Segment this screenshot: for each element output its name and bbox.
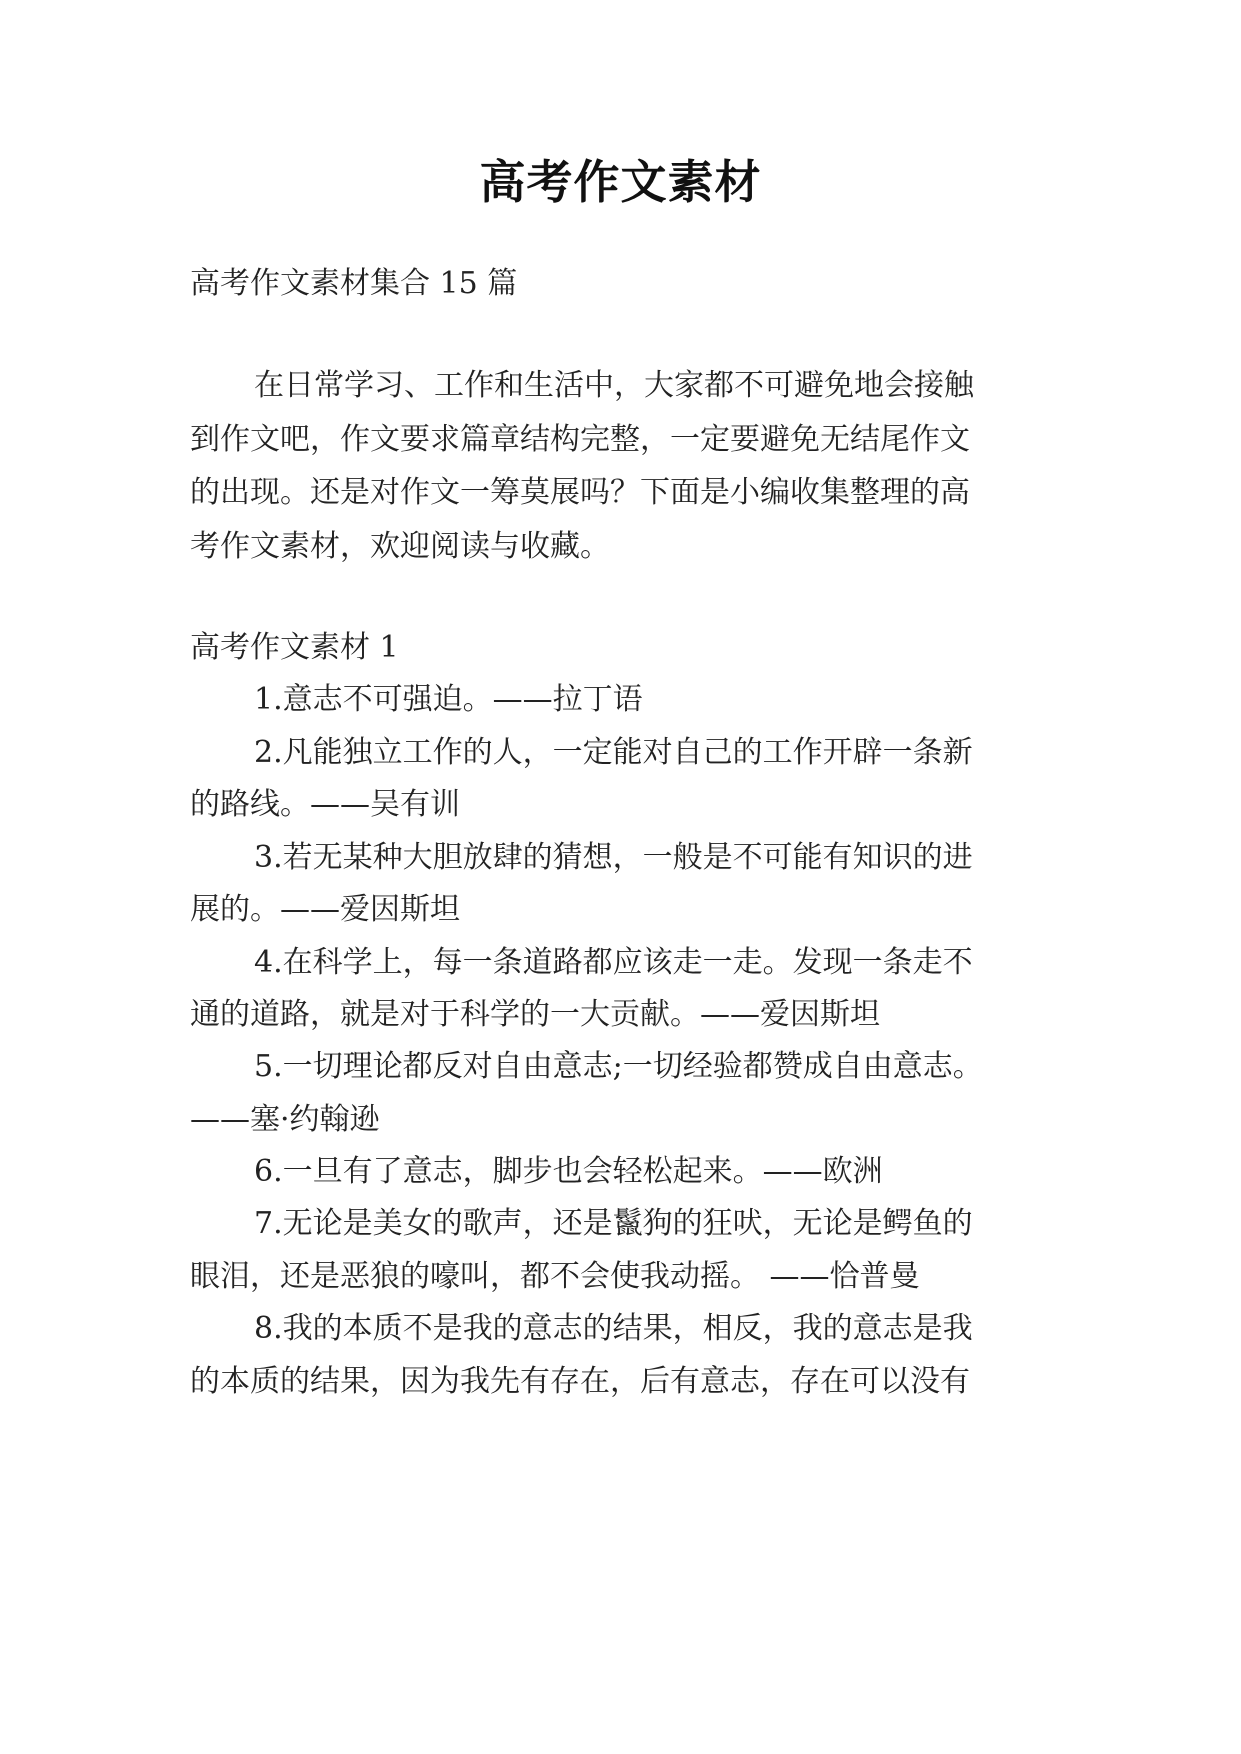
quote-item-line: 的本质的结果，因为我先有存在，后有意志，存在可以没有 (190, 1364, 970, 1399)
quote-item-line: 2.凡能独立工作的人，一定能对自己的工作开辟一条新 (254, 735, 973, 770)
intro-line: 在日常学习、工作和生活中，大家都不可避免地会接触 (254, 368, 974, 403)
intro-line: 考作文素材，欢迎阅读与收藏。 (190, 529, 610, 564)
quote-item-line: 3.若无某种大胆放肆的猜想，一般是不可能有知识的进 (254, 840, 973, 875)
quote-item-line: ——塞·约翰逊 (190, 1102, 380, 1137)
quote-item-line: 6.一旦有了意志，脚步也会轻松起来。——欧洲 (254, 1154, 883, 1189)
quote-item-line: 展的。——爱因斯坦 (190, 892, 460, 927)
quote-item-line: 4.在科学上，每一条道路都应该走一走。发现一条走不 (254, 945, 973, 980)
intro-line: 到作文吧，作文要求篇章结构完整，一定要避免无结尾作文 (190, 422, 970, 457)
quote-item-line: 的路线。——吴有训 (190, 787, 460, 822)
section-heading: 高考作文素材 1 (190, 630, 399, 665)
document-subtitle: 高考作文素材集合 15 篇 (190, 266, 518, 301)
quote-item-line: 眼泪，还是恶狼的嚎叫，都不会使我动摇。 ——恰普曼 (190, 1259, 920, 1294)
intro-line: 的出现。还是对作文一筹莫展吗？下面是小编收集整理的高 (190, 475, 970, 510)
quote-item-line: 5.一切理论都反对自由意志;一切经验都赞成自由意志。 (254, 1049, 983, 1084)
quote-item-line: 7.无论是美女的歌声，还是鬣狗的狂吠，无论是鳄鱼的 (254, 1206, 973, 1241)
quote-item-line: 通的道路，就是对于科学的一大贡献。——爱因斯坦 (190, 997, 880, 1032)
quote-item-line: 8.我的本质不是我的意志的结果，相反，我的意志是我 (254, 1311, 973, 1346)
document-title: 高考作文素材 (479, 155, 762, 209)
quote-item-line: 1.意志不可强迫。——拉丁语 (254, 682, 643, 717)
